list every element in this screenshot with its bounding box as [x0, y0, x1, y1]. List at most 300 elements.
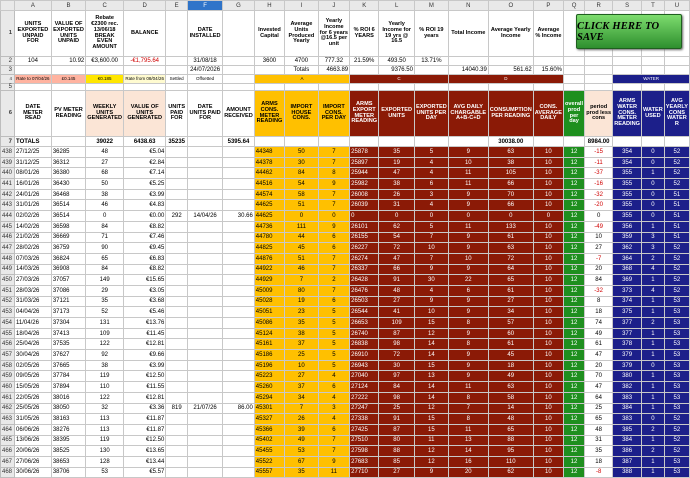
- data-cell[interactable]: €12.50: [124, 435, 166, 446]
- data-cell[interactable]: 7: [318, 285, 350, 296]
- data-cell[interactable]: 45294: [254, 392, 284, 403]
- rate-cell[interactable]: Rate from 08/04/26: [124, 75, 166, 84]
- data-cell[interactable]: 18: [488, 360, 533, 371]
- data-cell[interactable]: 61: [488, 285, 533, 296]
- data-cell[interactable]: [223, 57, 255, 66]
- data-cell[interactable]: [223, 147, 255, 158]
- data-cell[interactable]: 105: [488, 168, 533, 179]
- data-cell[interactable]: 9: [448, 189, 488, 200]
- data-cell[interactable]: 61: [488, 339, 533, 350]
- row-header[interactable]: 449: [1, 264, 15, 275]
- data-cell[interactable]: €9.45: [124, 243, 166, 254]
- header-cell[interactable]: DATE INSTALLED: [188, 11, 223, 57]
- data-cell[interactable]: [166, 446, 188, 457]
- data-cell[interactable]: 44378: [254, 157, 284, 168]
- data-cell[interactable]: 45402: [254, 435, 284, 446]
- data-cell[interactable]: 5: [318, 350, 350, 361]
- column-header-p[interactable]: P: [533, 1, 563, 11]
- cell[interactable]: [585, 66, 613, 75]
- data-cell[interactable]: 384: [613, 435, 642, 446]
- data-cell[interactable]: 1: [642, 221, 665, 232]
- row-header[interactable]: 447: [1, 243, 15, 254]
- data-cell[interactable]: 36669: [51, 232, 85, 243]
- data-cell[interactable]: 08/01/26: [15, 168, 52, 179]
- data-cell[interactable]: 110: [488, 456, 533, 467]
- data-cell[interactable]: 14: [488, 403, 533, 414]
- header-cell[interactable]: [166, 11, 188, 57]
- data-cell[interactable]: 0: [533, 211, 563, 222]
- data-cell[interactable]: 27510: [350, 435, 379, 446]
- row-header[interactable]: 1: [1, 11, 15, 57]
- row-header[interactable]: 463: [1, 414, 15, 425]
- header-cell[interactable]: [223, 11, 255, 57]
- data-cell[interactable]: [223, 371, 255, 382]
- data-cell[interactable]: 53: [664, 328, 689, 339]
- column-label[interactable]: IMPORT HOUSE CONS.: [285, 91, 318, 137]
- data-cell[interactable]: 26943: [350, 360, 379, 371]
- data-cell[interactable]: 27683: [350, 456, 379, 467]
- data-cell[interactable]: [223, 328, 255, 339]
- data-cell[interactable]: 27124: [350, 382, 379, 393]
- data-cell[interactable]: [188, 285, 223, 296]
- column-label[interactable]: WEEKLY UNITS GENERATED: [86, 91, 124, 137]
- data-cell[interactable]: 4: [642, 285, 665, 296]
- data-cell[interactable]: 74: [585, 318, 613, 329]
- data-cell[interactable]: 354: [613, 147, 642, 158]
- data-cell[interactable]: [188, 189, 223, 200]
- data-cell[interactable]: 91: [379, 414, 415, 425]
- data-cell[interactable]: 26910: [350, 350, 379, 361]
- data-cell[interactable]: 24/01/26: [15, 189, 52, 200]
- data-cell[interactable]: [223, 285, 255, 296]
- data-cell[interactable]: 8: [448, 339, 488, 350]
- data-cell[interactable]: 85: [379, 456, 415, 467]
- data-cell[interactable]: 35: [86, 296, 124, 307]
- data-cell[interactable]: 36759: [51, 243, 85, 254]
- data-cell[interactable]: 110: [86, 382, 124, 393]
- data-cell[interactable]: [166, 264, 188, 275]
- data-cell[interactable]: [166, 275, 188, 286]
- data-cell[interactable]: 21.59%: [350, 57, 379, 66]
- data-cell[interactable]: [223, 232, 255, 243]
- data-cell[interactable]: -32: [585, 189, 613, 200]
- data-cell[interactable]: 2: [642, 446, 665, 457]
- data-cell[interactable]: 130: [86, 446, 124, 457]
- data-cell[interactable]: 11: [414, 435, 448, 446]
- data-cell[interactable]: 0: [642, 200, 665, 211]
- data-cell[interactable]: [166, 467, 188, 478]
- data-cell[interactable]: 86.00: [223, 403, 255, 414]
- data-cell[interactable]: 26337: [350, 264, 379, 275]
- data-cell[interactable]: 10.92: [51, 57, 85, 66]
- data-cell[interactable]: 18: [585, 307, 613, 318]
- data-cell[interactable]: 10: [533, 275, 563, 286]
- data-cell[interactable]: 368: [613, 264, 642, 275]
- data-cell[interactable]: 7: [285, 403, 318, 414]
- data-cell[interactable]: 49: [585, 328, 613, 339]
- data-cell[interactable]: 0: [642, 147, 665, 158]
- cell[interactable]: [533, 137, 563, 147]
- data-cell[interactable]: [223, 221, 255, 232]
- data-cell[interactable]: [188, 392, 223, 403]
- data-cell[interactable]: €6.83: [124, 253, 166, 264]
- column-label[interactable]: IMPORT CONS. PER DAY: [318, 91, 350, 137]
- data-cell[interactable]: 27247: [350, 403, 379, 414]
- data-cell[interactable]: 95: [488, 446, 533, 457]
- data-cell[interactable]: 0: [642, 414, 665, 425]
- data-cell[interactable]: [188, 168, 223, 179]
- data-cell[interactable]: 45260: [254, 382, 284, 393]
- data-cell[interactable]: 5: [414, 147, 448, 158]
- cell[interactable]: [350, 66, 379, 75]
- data-cell[interactable]: 52: [664, 168, 689, 179]
- total-cell[interactable]: 6438.63: [124, 137, 166, 147]
- row-header[interactable]: 460: [1, 382, 15, 393]
- data-cell[interactable]: 25878: [350, 147, 379, 158]
- data-cell[interactable]: 1: [642, 275, 665, 286]
- data-cell[interactable]: 356: [613, 221, 642, 232]
- data-cell[interactable]: €11.45: [124, 328, 166, 339]
- header-cell[interactable]: Invested Capital: [254, 11, 284, 57]
- data-cell[interactable]: 92: [86, 350, 124, 361]
- data-cell[interactable]: 31/05/26: [15, 414, 52, 425]
- cell[interactable]: [379, 137, 415, 147]
- data-cell[interactable]: 45: [285, 243, 318, 254]
- row-header[interactable]: 446: [1, 232, 15, 243]
- cell[interactable]: [285, 137, 318, 147]
- data-cell[interactable]: 1: [642, 456, 665, 467]
- data-cell[interactable]: [166, 285, 188, 296]
- data-cell[interactable]: [223, 307, 255, 318]
- data-cell[interactable]: 63: [488, 147, 533, 158]
- data-cell[interactable]: 10: [448, 253, 488, 264]
- row-header[interactable]: 3: [1, 66, 15, 75]
- data-cell[interactable]: 2: [642, 253, 665, 264]
- data-cell[interactable]: 386: [613, 446, 642, 457]
- column-label[interactable]: AMOUNT RECEIVED: [223, 91, 255, 137]
- data-cell[interactable]: 53: [86, 467, 124, 478]
- data-cell[interactable]: [188, 318, 223, 329]
- data-cell[interactable]: -€1,795.64: [124, 57, 166, 66]
- data-cell[interactable]: [564, 57, 585, 66]
- data-cell[interactable]: €11.87: [124, 424, 166, 435]
- data-cell[interactable]: 387: [613, 456, 642, 467]
- column-header-r[interactable]: R: [585, 1, 613, 11]
- data-cell[interactable]: 4: [414, 168, 448, 179]
- data-cell[interactable]: [188, 382, 223, 393]
- band-water[interactable]: WATER: [613, 75, 690, 84]
- data-cell[interactable]: 25944: [350, 168, 379, 179]
- data-cell[interactable]: 18/04/26: [15, 328, 52, 339]
- data-cell[interactable]: [166, 328, 188, 339]
- data-cell[interactable]: 9: [448, 371, 488, 382]
- data-cell[interactable]: 12: [564, 424, 585, 435]
- data-cell[interactable]: 45028: [254, 296, 284, 307]
- data-cell[interactable]: 20: [448, 467, 488, 478]
- data-cell[interactable]: 27: [285, 371, 318, 382]
- data-cell[interactable]: 5: [318, 328, 350, 339]
- data-cell[interactable]: 10: [533, 147, 563, 158]
- data-cell[interactable]: 10: [533, 350, 563, 361]
- data-cell[interactable]: [223, 446, 255, 457]
- cell[interactable]: [414, 66, 448, 75]
- data-cell[interactable]: €11.87: [124, 414, 166, 425]
- data-cell[interactable]: 10: [533, 392, 563, 403]
- data-cell[interactable]: 2: [318, 275, 350, 286]
- data-cell[interactable]: 9: [448, 264, 488, 275]
- data-cell[interactable]: 27/03/26: [15, 275, 52, 286]
- column-header-k[interactable]: K: [350, 1, 379, 11]
- column-header-u[interactable]: U: [664, 1, 689, 11]
- rate-cell[interactable]: €0.185: [86, 75, 124, 84]
- data-cell[interactable]: 27: [379, 296, 415, 307]
- totals-label[interactable]: TOTALS: [15, 137, 52, 147]
- data-cell[interactable]: 06/06/26: [15, 424, 52, 435]
- data-cell[interactable]: [166, 360, 188, 371]
- data-cell[interactable]: 48: [585, 424, 613, 435]
- cell[interactable]: [613, 137, 642, 147]
- data-cell[interactable]: 355: [613, 168, 642, 179]
- cell[interactable]: [350, 84, 379, 91]
- data-cell[interactable]: [223, 296, 255, 307]
- data-cell[interactable]: 09/05/26: [15, 371, 52, 382]
- data-cell[interactable]: 9: [448, 307, 488, 318]
- select-all-corner[interactable]: [1, 1, 15, 11]
- total-cell[interactable]: 9376.50: [379, 66, 415, 75]
- data-cell[interactable]: 52: [664, 414, 689, 425]
- data-cell[interactable]: 9: [414, 467, 448, 478]
- data-cell[interactable]: 0: [642, 179, 665, 190]
- row-header[interactable]: 441: [1, 179, 15, 190]
- data-cell[interactable]: 38: [488, 157, 533, 168]
- data-cell[interactable]: 122: [86, 392, 124, 403]
- data-cell[interactable]: 44625: [254, 200, 284, 211]
- data-cell[interactable]: 44876: [254, 253, 284, 264]
- data-cell[interactable]: 84: [379, 382, 415, 393]
- data-cell[interactable]: 7: [448, 403, 488, 414]
- data-cell[interactable]: €8.82: [124, 264, 166, 275]
- column-label[interactable]: ARMS WATER CONS. METER READING: [613, 91, 642, 137]
- data-cell[interactable]: [166, 221, 188, 232]
- data-cell[interactable]: [188, 339, 223, 350]
- data-cell[interactable]: 87: [379, 328, 415, 339]
- data-cell[interactable]: 9: [448, 147, 488, 158]
- data-cell[interactable]: 819: [166, 403, 188, 414]
- data-cell[interactable]: €9.66: [124, 350, 166, 361]
- data-cell[interactable]: €12.81: [124, 392, 166, 403]
- data-cell[interactable]: [166, 157, 188, 168]
- total-cell[interactable]: 15.60%: [533, 66, 563, 75]
- data-cell[interactable]: 119: [86, 371, 124, 382]
- column-header-m[interactable]: M: [414, 1, 448, 11]
- data-cell[interactable]: 23: [285, 307, 318, 318]
- data-cell[interactable]: 10: [533, 403, 563, 414]
- cell[interactable]: [642, 84, 665, 91]
- data-cell[interactable]: €5.46: [124, 307, 166, 318]
- data-cell[interactable]: [223, 157, 255, 168]
- cell[interactable]: [642, 66, 665, 75]
- data-cell[interactable]: 36824: [51, 253, 85, 264]
- data-cell[interactable]: 12: [564, 328, 585, 339]
- data-cell[interactable]: 1: [642, 392, 665, 403]
- data-cell[interactable]: 7: [318, 264, 350, 275]
- data-cell[interactable]: 07/03/26: [15, 253, 52, 264]
- data-cell[interactable]: 45557: [254, 467, 284, 478]
- data-cell[interactable]: 9: [318, 221, 350, 232]
- data-cell[interactable]: 11/04/26: [15, 318, 52, 329]
- data-cell[interactable]: €7.14: [124, 168, 166, 179]
- data-cell[interactable]: 8: [585, 296, 613, 307]
- row-header[interactable]: 443: [1, 200, 15, 211]
- row-header[interactable]: 467: [1, 456, 15, 467]
- data-cell[interactable]: 3600: [254, 57, 284, 66]
- data-cell[interactable]: 31/08/18: [188, 57, 223, 66]
- data-cell[interactable]: 49: [488, 371, 533, 382]
- data-cell[interactable]: 26155: [350, 232, 379, 243]
- data-cell[interactable]: 9: [318, 456, 350, 467]
- cell[interactable]: [318, 84, 350, 91]
- data-cell[interactable]: [188, 147, 223, 158]
- data-cell[interactable]: [188, 179, 223, 190]
- data-cell[interactable]: 50: [285, 147, 318, 158]
- data-cell[interactable]: 47: [585, 350, 613, 361]
- data-cell[interactable]: 3: [642, 232, 665, 243]
- cell[interactable]: [51, 137, 85, 147]
- data-cell[interactable]: [166, 307, 188, 318]
- cell[interactable]: [223, 75, 255, 84]
- data-cell[interactable]: €5.57: [124, 467, 166, 478]
- data-cell[interactable]: 0: [642, 360, 665, 371]
- data-cell[interactable]: 31/12/25: [15, 157, 52, 168]
- data-cell[interactable]: 26503: [350, 296, 379, 307]
- column-label[interactable]: DATE UNITS PAID FOR: [188, 91, 223, 137]
- data-cell[interactable]: 10: [533, 424, 563, 435]
- data-cell[interactable]: 15: [414, 360, 448, 371]
- data-cell[interactable]: 25: [285, 350, 318, 361]
- cell[interactable]: [564, 137, 585, 147]
- data-cell[interactable]: 10: [533, 446, 563, 457]
- data-cell[interactable]: 25897: [350, 157, 379, 168]
- data-cell[interactable]: 52: [664, 157, 689, 168]
- data-cell[interactable]: 47: [379, 168, 415, 179]
- data-cell[interactable]: 8: [448, 392, 488, 403]
- data-cell[interactable]: 10: [533, 307, 563, 318]
- header-cell[interactable]: VALUE OF EXPORTED UNITS UNPAID: [51, 11, 85, 57]
- data-cell[interactable]: 10: [533, 157, 563, 168]
- data-cell[interactable]: 98: [379, 339, 415, 350]
- data-cell[interactable]: 28/03/26: [15, 285, 52, 296]
- data-cell[interactable]: 12: [564, 157, 585, 168]
- data-cell[interactable]: 369: [613, 275, 642, 286]
- data-cell[interactable]: 49: [285, 435, 318, 446]
- data-cell[interactable]: 53: [664, 456, 689, 467]
- cell[interactable]: [585, 57, 613, 66]
- data-cell[interactable]: -16: [585, 179, 613, 190]
- data-cell[interactable]: 12: [564, 264, 585, 275]
- date-cell[interactable]: 24/07/2026: [188, 66, 223, 75]
- column-label[interactable]: PV METER READING: [51, 91, 85, 137]
- data-cell[interactable]: 10: [533, 264, 563, 275]
- cell[interactable]: [285, 84, 318, 91]
- data-cell[interactable]: [166, 382, 188, 393]
- data-cell[interactable]: 9: [414, 264, 448, 275]
- data-cell[interactable]: 382: [613, 382, 642, 393]
- data-cell[interactable]: 3: [414, 189, 448, 200]
- data-cell[interactable]: [188, 360, 223, 371]
- data-cell[interactable]: 104: [15, 57, 52, 66]
- row-header[interactable]: 455: [1, 328, 15, 339]
- row-header[interactable]: 448: [1, 253, 15, 264]
- header-cell[interactable]: Average Units Produced Yearly: [285, 11, 318, 57]
- data-cell[interactable]: 38: [285, 328, 318, 339]
- data-cell[interactable]: 62: [488, 467, 533, 478]
- data-cell[interactable]: 149: [86, 275, 124, 286]
- data-cell[interactable]: 12: [414, 328, 448, 339]
- data-cell[interactable]: 14: [414, 382, 448, 393]
- data-cell[interactable]: 45124: [254, 328, 284, 339]
- column-label[interactable]: CONS. AVERAGE DAILY: [533, 91, 563, 137]
- data-cell[interactable]: 97: [379, 371, 415, 382]
- data-cell[interactable]: 10: [533, 456, 563, 467]
- data-cell[interactable]: 25/04/26: [15, 339, 52, 350]
- data-cell[interactable]: 9: [448, 232, 488, 243]
- data-cell[interactable]: 52: [664, 179, 689, 190]
- totals-label[interactable]: Totals: [285, 66, 318, 75]
- data-cell[interactable]: 8: [448, 318, 488, 329]
- data-cell[interactable]: 3: [642, 243, 665, 254]
- data-cell[interactable]: 90: [86, 243, 124, 254]
- data-cell[interactable]: 14: [414, 350, 448, 361]
- data-cell[interactable]: [223, 456, 255, 467]
- data-cell[interactable]: 28/02/26: [15, 243, 52, 254]
- column-label[interactable]: EXPORTED UNITS: [379, 91, 415, 137]
- data-cell[interactable]: 53: [664, 392, 689, 403]
- data-cell[interactable]: 46: [285, 264, 318, 275]
- data-cell[interactable]: 12: [564, 221, 585, 232]
- data-cell[interactable]: 385: [613, 424, 642, 435]
- data-cell[interactable]: 26227: [350, 243, 379, 254]
- data-cell[interactable]: [188, 157, 223, 168]
- cell[interactable]: [564, 84, 585, 91]
- data-cell[interactable]: 2: [642, 318, 665, 329]
- header-cell[interactable]: Yearly Income for 19 yrs @ 16.5: [379, 11, 415, 57]
- data-cell[interactable]: [166, 424, 188, 435]
- data-cell[interactable]: 36468: [51, 189, 85, 200]
- data-cell[interactable]: 45161: [254, 339, 284, 350]
- column-header-c[interactable]: C: [86, 1, 124, 11]
- data-cell[interactable]: 9: [448, 360, 488, 371]
- data-cell[interactable]: 15: [414, 424, 448, 435]
- header-cell[interactable]: Rebate €2300 rec. 13/06/18 BREAK EVEN AMOUNT: [86, 11, 124, 57]
- data-cell[interactable]: 10: [533, 253, 563, 264]
- cell[interactable]: [166, 84, 188, 91]
- data-cell[interactable]: [188, 232, 223, 243]
- cell[interactable]: [564, 66, 585, 75]
- data-cell[interactable]: 14: [448, 446, 488, 457]
- data-cell[interactable]: -20: [585, 200, 613, 211]
- data-cell[interactable]: 25/05/26: [15, 403, 52, 414]
- total-cell[interactable]: 35235: [166, 137, 188, 147]
- data-cell[interactable]: 11: [448, 221, 488, 232]
- data-cell[interactable]: [166, 57, 188, 66]
- data-cell[interactable]: €12.50: [124, 371, 166, 382]
- header-cell[interactable]: Total Income: [448, 11, 488, 57]
- data-cell[interactable]: 45196: [254, 360, 284, 371]
- data-cell[interactable]: [223, 435, 255, 446]
- data-cell[interactable]: 25: [585, 403, 613, 414]
- data-cell[interactable]: 45086: [254, 318, 284, 329]
- data-cell[interactable]: 21/07/26: [188, 403, 223, 414]
